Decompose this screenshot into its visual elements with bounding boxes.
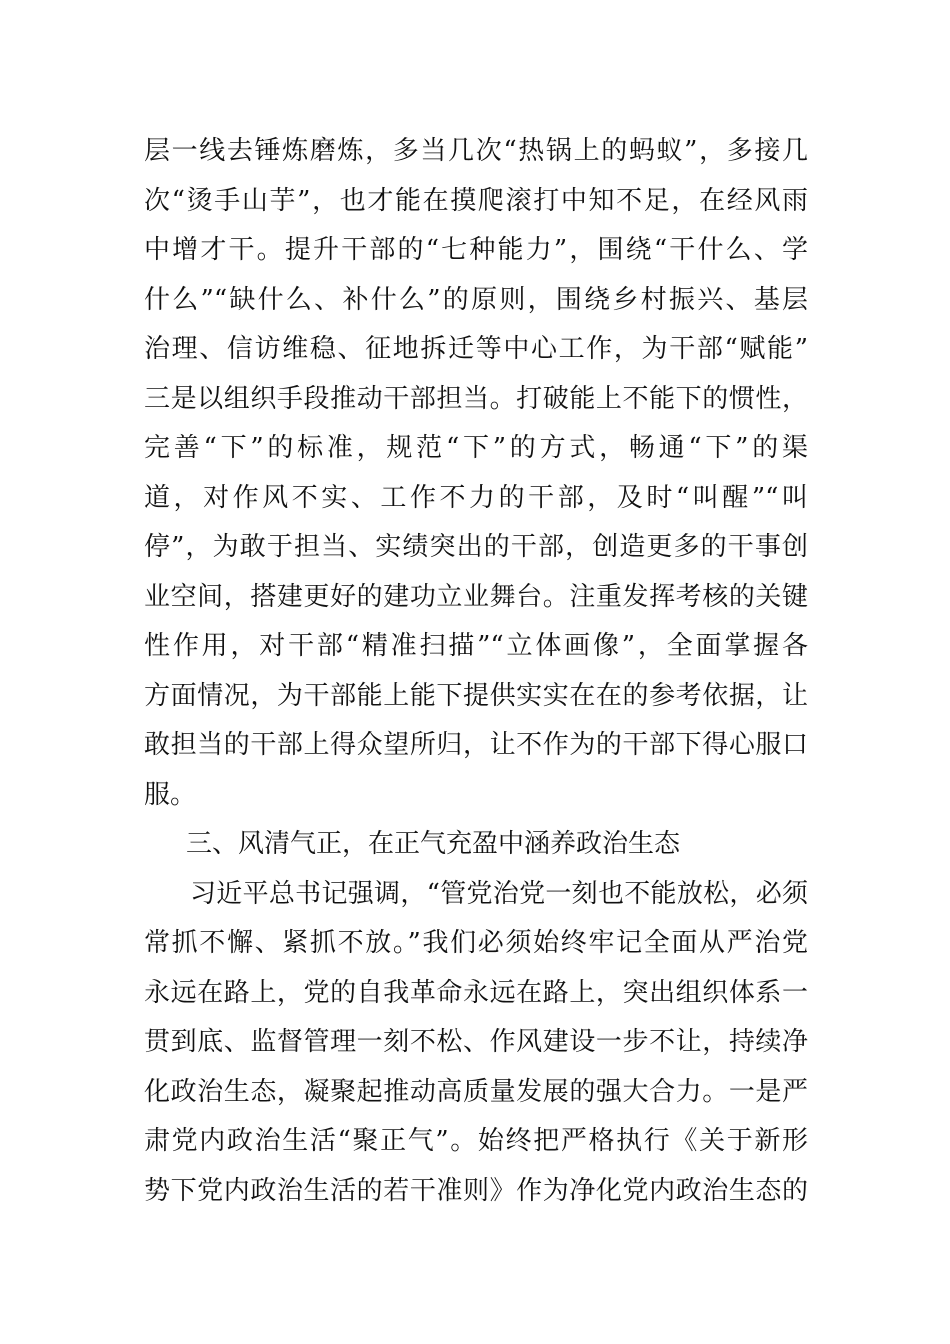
paragraph-line: 方面情况，为干部能上能下提供实实在在的参考依据，让 <box>144 680 808 711</box>
paragraph-line: 势下党内政治生活的若干准则》作为净化党内政治生态的 <box>144 1175 808 1206</box>
paragraph-line: 什么”“缺什么、补什么”的原则，围绕乡村振兴、基层 <box>144 284 808 315</box>
paragraph-line: 化政治生态，凝聚起推动高质量发展的强大合力。一是严 <box>144 1076 808 1107</box>
paragraph-line: 永远在路上，党的自我革命永远在路上，突出组织体系一 <box>144 977 808 1008</box>
paragraph-line: 习近平总书记强调，“管党治党一刻也不能放松，必须 <box>190 878 808 909</box>
section-heading: 三、风清气正，在正气充盈中涵养政治生态 <box>186 829 681 859</box>
paragraph-line: 道，对作风不实、工作不力的干部，及时“叫醒”“叫 <box>144 482 808 513</box>
paragraph-line: 停”，为敢于担当、实绩突出的干部，创造更多的干事创 <box>144 532 808 562</box>
paragraph-line: 三是以组织手段推动干部担当。打破能上不能下的惯性， <box>144 383 808 414</box>
paragraph-line: 常抓不懈、紧抓不放。”我们必须始终牢记全面从严治党 <box>144 928 808 958</box>
paragraph-line: 完善“下”的标准，规范“下”的方式，畅通“下”的渠 <box>144 433 808 463</box>
paragraph-line: 敢担当的干部上得众望所归，让不作为的干部下得心服口 <box>144 730 808 760</box>
paragraph-line: 治理、信访维稳、征地拆迁等中心工作，为干部“赋能” <box>144 334 808 364</box>
paragraph-line: 服。 <box>144 779 197 810</box>
paragraph-line: 性作用，对干部“精准扫描”“立体画像”，全面掌握各 <box>144 631 808 661</box>
paragraph-line: 贯到底、监督管理一刻不松、作风建设一步不让，持续净 <box>144 1027 808 1057</box>
paragraph-line: 层一线去锤炼磨炼，多当几次“热锅上的蚂蚁”，多接几 <box>144 136 808 166</box>
document-body <box>144 127 808 1216</box>
paragraph-line: 肃党内政治生活“聚正气”。始终把严格执行《关于新形 <box>144 1126 808 1156</box>
paragraph-line: 中增才干。提升干部的“七种能力”，围绕“干什么、学 <box>144 235 808 265</box>
paragraph-line: 次“烫手山芋”，也才能在摸爬滚打中知不足，在经风雨 <box>144 185 808 216</box>
paragraph-line: 业空间，搭建更好的建功立业舞台。注重发挥考核的关键 <box>144 581 808 612</box>
